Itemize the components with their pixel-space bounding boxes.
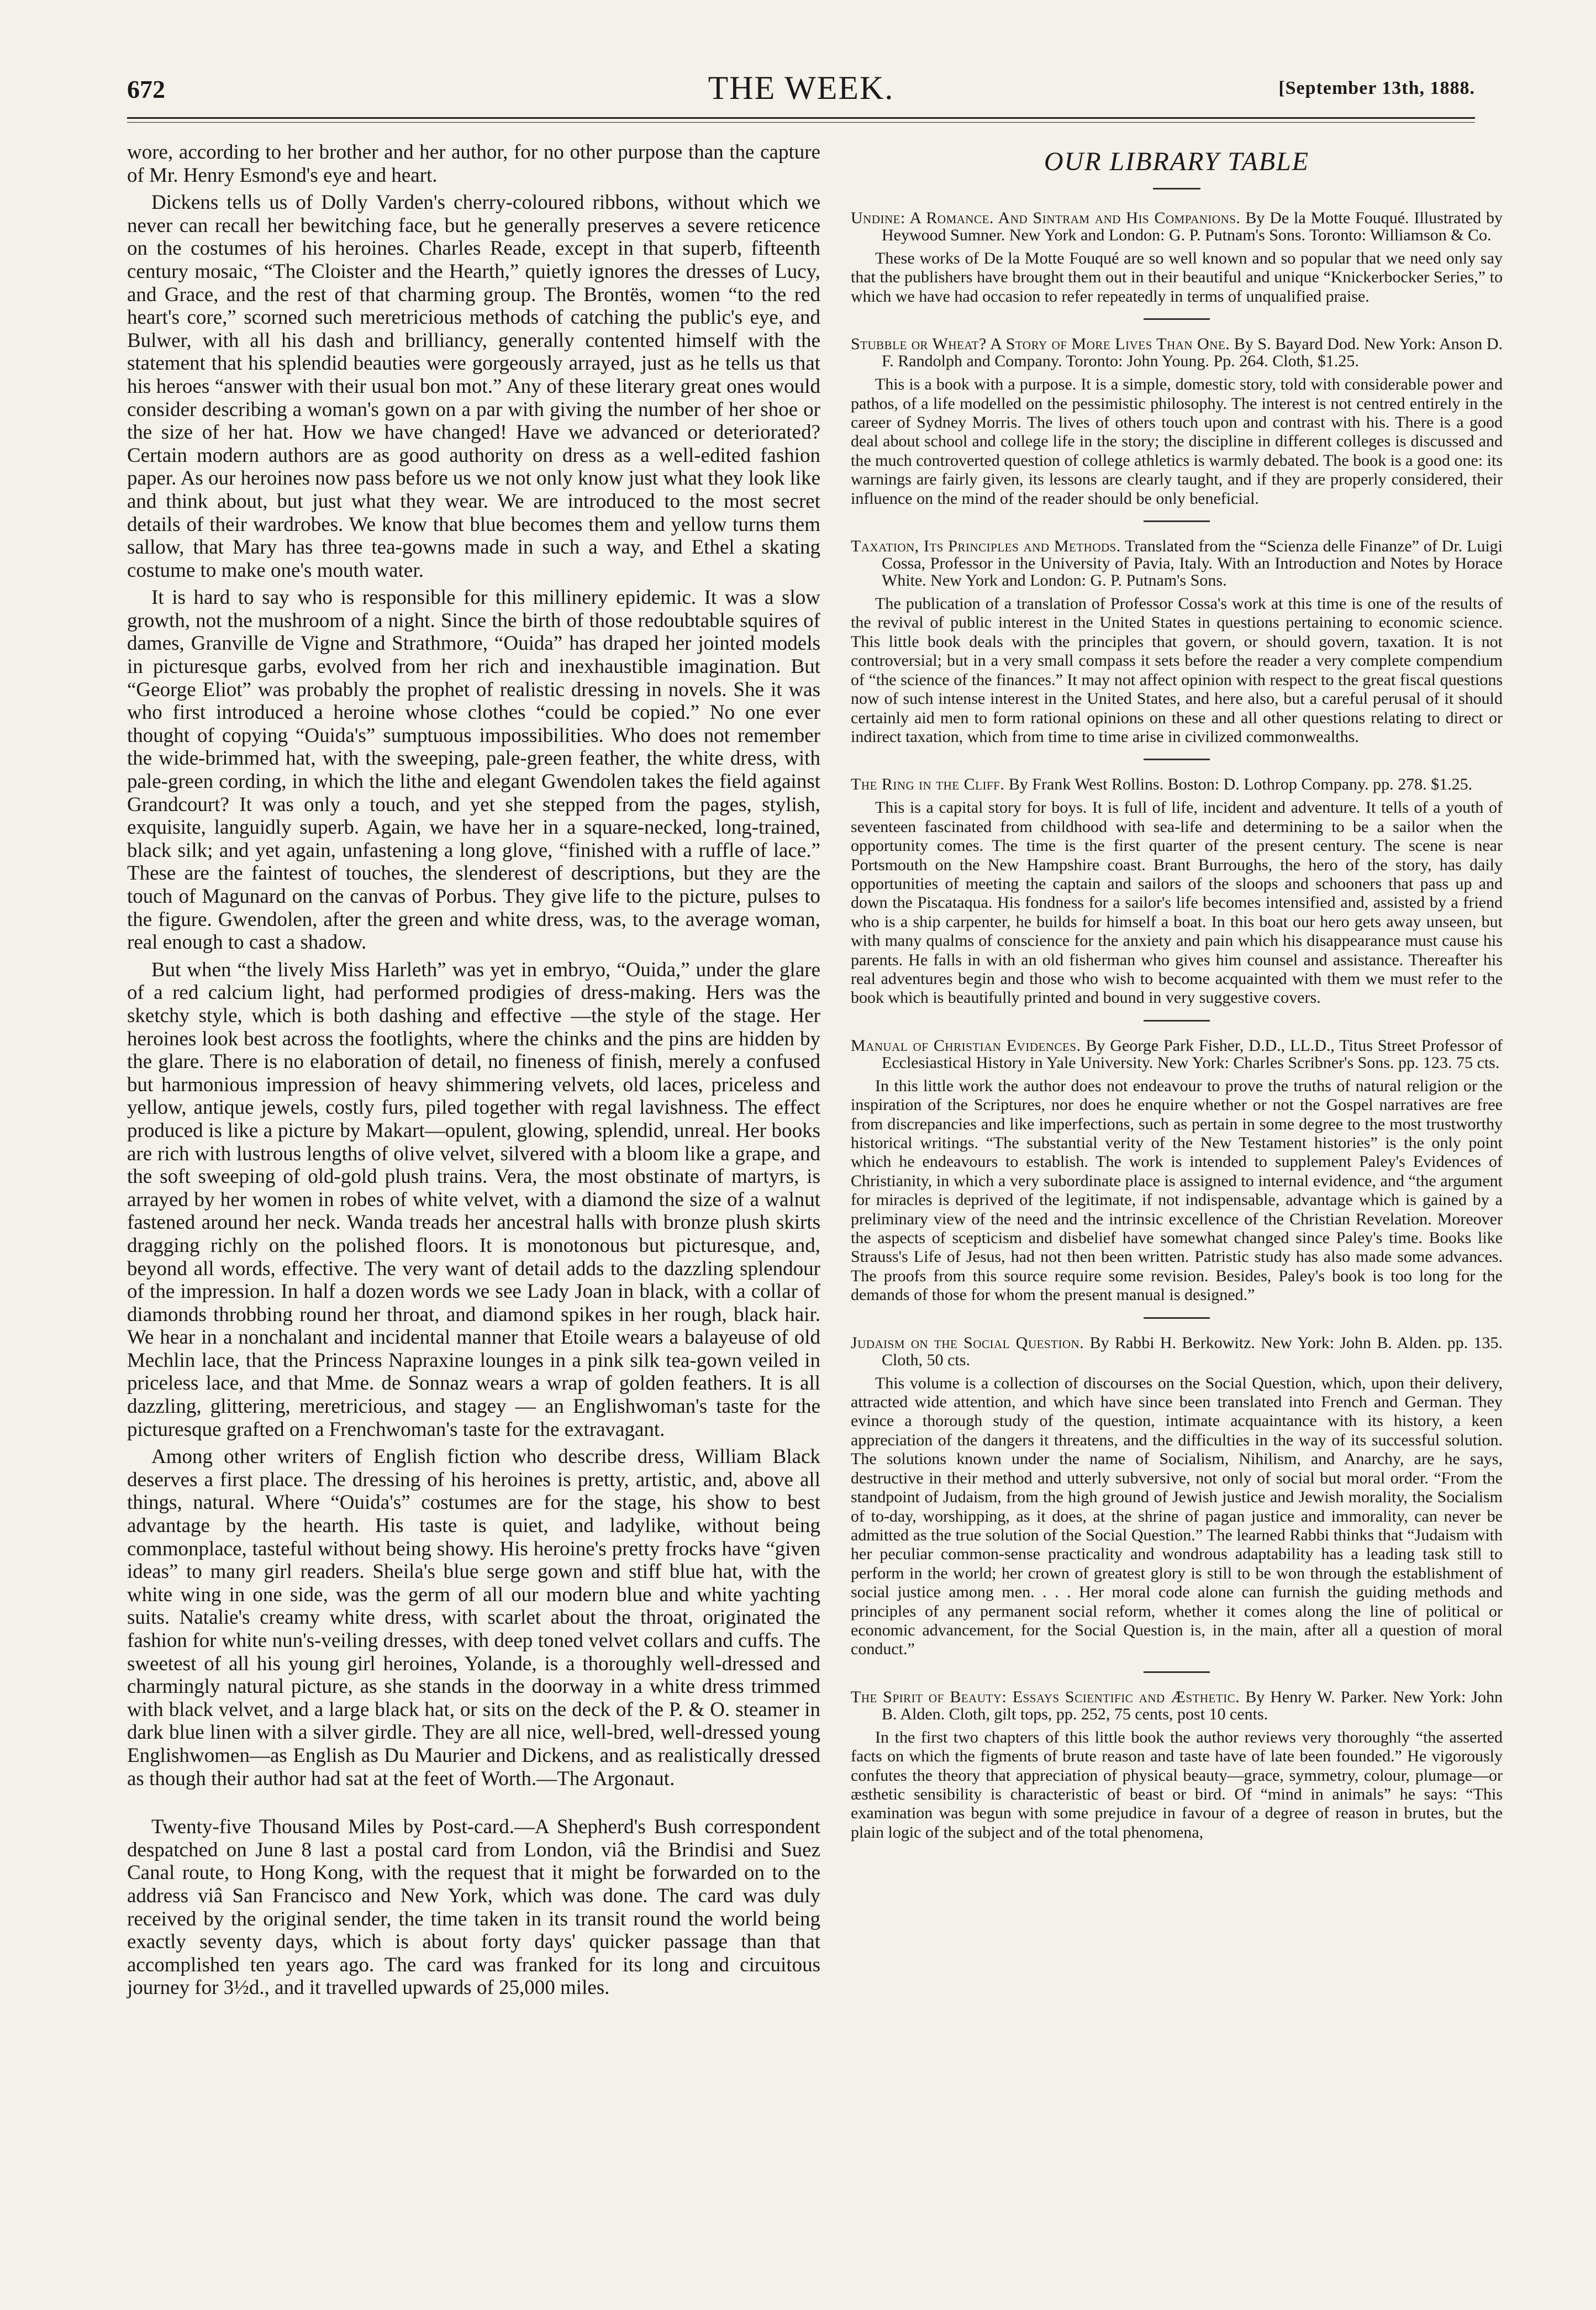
article-paragraph: wore, according to her brother and her author, for no other purpose than the capture of Mr. Henry Esmond's eye and heart. [127,141,820,187]
review-text: The publication of a translation of Professor Cossa's work at this time is one of the results of the revival of public interest in the United States in questions pertaining to economic science. This little book deals with the principles that govern, or should govern, taxation. It is not controversial; but in a very small compass it sets before the reader a very complete compendium of “the science of the finances.” It may not affect opinion with respect to the great fiscal questions now of such intense interest in the United States, and here also, but a careful perusal of it should certainly aid men to form rational opinions on these and all other questions relating to direct or indirect taxation, which from time to time arise in civilized commonwealths. [851,594,1503,746]
review-details: By Frank West Rollins. Boston: D. Lothrop Company. pp. 278. $1.25. [1008,775,1473,794]
review-book-title: Judaism on the Social Question. [851,1333,1084,1352]
review-entry [851,209,1503,320]
review-text: In the first two chapters of this little book the author reviews very thoroughly “the asserted facts on which the figments of brute reason and taste have of late been founded.” He vigorously confutes the theory that appreciation of physical beauty—grace, symmetry, colour, plumage—or æsthetic sensibility is characteristic of beast or bird. Of “mind in animals” he says: “This examination was begun with some prejudice in favour of a degree of reason in brutes, but the plain logic of the subject and of the total phenomena, [851,1728,1503,1841]
review-book-title: The Spirit of Beauty: Essays Scientific and Æsthetic. [851,1687,1240,1706]
review-heading [851,335,1503,370]
review-entry [851,335,1503,522]
review-entry [851,776,1503,1021]
review-details: By S. Bayard Dod. New York: Anson D. F. Randolph and Company. Toronto: John Young. Pp. 264. Cloth, $1.25. [882,335,1503,371]
header-rule [127,117,1475,119]
review-separator [1144,759,1210,760]
news-note-paragraph: Twenty-five Thousand Miles by Post-card.—A Shepherd's Bush correspondent despatched on June 8 last a postal card from London, viâ the Brindisi and Suez Canal route, to Hong Kong, with the request that it might be forwarded on to the address viâ San Francisco and New York, which was done. The card was duly received by the original sender, the time taken in its transit round the world being exactly seventy days, which is about forty days' quicker passage than that accomplished ten years ago. The card was franked for its long and circuitous journey for 3½d., and it travelled upwards of 25,000 miles. [127,1816,820,1999]
review-separator [1144,1671,1210,1673]
review-entry [851,1037,1503,1319]
section-rule [1153,188,1200,190]
review-separator [1144,520,1210,522]
review-book-title: Taxation, Its Principles and Methods. [851,537,1121,556]
header-rule-thin [127,122,1475,123]
review-heading [851,1688,1503,1723]
section-title: OUR LIBRARY TABLE [1044,147,1310,176]
article-paragraph: But when “the lively Miss Harleth” was yet in embryo, “Ouida,” under the glare of a red calcium light, had performed prodigies of dress-making. Hers was the sketchy style, which is both dashing and effective —the style of the stage. Her heroines look best across the footlights, where the chinks and the pins are hidden by the glare. There is no elaboration of detail, no fineness of finish, merely a confused but harmonious impression of heavy shimmering velvets, old laces, priceless and yellow, antique jewels, costly furs, piled together with regal lavishness. The effect produced is like a picture by Makart—opulent, glowing, splendid, unreal. Her books are rich with lustrous lengths of olive velvet, silvered with a bloom like a grape, and the soft sweeping of old-gold plush trains. Vera, the most obstinate of martyrs, is arrayed by her women in robes of white velvet, with a diamond the size of a walnut fastened around her neck. Wanda treads her ancestral halls with bronze plush skirts dragging richly on the polished floors. It is monotonous but picturesque, and, beyond all words, effective. The very want of detail adds to the dazzling splendour of the impression. In half a dozen words we see Lady Joan in black, with a collar of diamonds throbbing round her throat, and diamond spikes in her rough, black hair. We hear in a nonchalant and incidental manner that Etoile wears a balayeuse of old Mechlin lace, that the Princess Napraxine lounges in a pink silk tea-gown veiled in priceless lace, and that Mme. de Sonnaz wears a wrap of golden feathers. It is all dazzling, glittering, meretricious, and stagey — an Englishwoman's taste for the picturesque grafted on a Frenchwoman's taste for the extravagant. [127,958,820,1441]
review-book-title: The Ring in the Cliff. [851,775,1005,794]
review-text: This is a book with a purpose. It is a simple, domestic story, told with considerable power and pathos, of a life modelled on the pessimistic philosophy. The interest is not centred entirely in the career of Sydney Morris. The lives of others touch upon and contrast with his. There is a good deal about school and college life in the story; the discipline in different colleges is discussed and the much controverted question of college athletics is warmly debated. The book is a good one: its warnings are fairly given, its lessons are clearly taught, and if they are properly considered, their influence on the mind of the reader should be only beneficial. [851,375,1503,508]
review-entry [851,1688,1503,1842]
review-heading [851,209,1503,244]
publication-title: THE WEEK. [708,70,894,106]
review-separator [1144,1020,1210,1022]
right-column [851,141,1503,1842]
review-separator [1144,318,1210,320]
review-heading [851,1334,1503,1369]
left-column [127,141,820,2004]
masthead [127,69,1475,113]
review-book-title: Manual of Christian Evidences. [851,1036,1081,1055]
page-number: 672 [127,75,165,103]
issue-date: [September 13th, 1888. [1278,78,1475,98]
review-text: This is a capital story for boys. It is full of life, incident and adventure. It tells of a youth of seventeen fascinated from childhood with sea-life and determining to be a sailor when the opportunity comes. The time is the first quarter of the present century. The scene is near Portsmouth on the New Hampshire coast. Brant Burroughs, the hero of the story, has daily opportunities of meeting the captain and sailors of the sloops and schooners that pass up and down the Piscataqua. His fondness for a sailor's life becomes intensified and, assisted by a friend who is a ship carpenter, he builds for himself a boat. In this boat our hero gets away unseen, but with many qualms of conscience for the anxiety and pain which his disappearance must cause his parents. He falls in with an old fisherman who gives him counsel and assistance. Thereafter his real adventures begin and those who wish to become acquainted with them we must refer to the book which is beautifully printed and bound in very suggestive covers. [851,798,1503,1007]
review-text: This volume is a collection of discourses on the Social Question, which, upon their delivery, attracted wide attention, and which have since been translated into French and German. They evince a thorough study of the question, intimate acquaintance with its history, a keen appreciation of the dangers it threatens, and the difficulties in the way of its successful solution. The solutions known under the name of Socialism, Nihilism, and Anarchy, are he says, destructive in their method and utterly subversive, not only of social but moral order. “From the standpoint of Judaism, from the high ground of Jewish justice and Jewish morality, the Socialism of to-day, worshipping, as it does, at the shrine of pagan justice and immorality, can never be admitted as the true solution of the Social Question.” The learned Rabbi thinks that “Judaism with her peculiar common-sense practicality and wondrous adaptability has a leading task still to perform in the world; her crown of greatest glory is still to be won through the establishment of social justice among men. . . . Her moral code alone can furnish the guiding methods and principles of any permanent social reform, whether it comes along the line of political or economic advancement, for the Social Question is, in the main, after all a question of moral conduct.” [851,1374,1503,1659]
review-text: These works of De la Motte Fouqué are so well known and so popular that we need only say that the publishers have brought them out in their beautiful and unique “Knickerbocker Series,” to which we have had occasion to refer repeatedly in terms of unqualified praise. [851,249,1503,306]
review-entry [851,538,1503,760]
article-paragraph: It is hard to say who is responsible for this millinery epidemic. It was a slow growth, not the mushroom of a night. Since the birth of those redoubtable squires of dames, Granville de Vigne and Strathmore, “Ouida” has draped her jointed models in picturesque garbs, evolved from her rich and inexhaustible imagination. But “George Eliot” was probably the prophet of realistic dressing in novels. She it was who first introduced a heroine whose clothes “could be copied.” No one ever thought of copying “Ouida's” sumptuous impossibilities. Who does not remember the wide-brimmed hat, with the sweeping, pale-green feather, the white dress, with pale-green cording, in which the lithe and elegant Gwendolen takes the field against Grandcourt? It was only a touch, and yet she stepped from the pages, stylish, exquisite, languidly superb. Again, we have her in a square-necked, long-trained, black silk; and yet again, unfastening a long glove, “finished with a ruffle of lace.” These are the faintest of touches, the slenderest of descriptions, but they are the touch of Magunard on the canvas of Porbus. They give life to the picture, pulses to the figure. Gwendolen, after the green and white dress, was, to the average woman, real enough to cast a shadow. [127,586,820,954]
review-details: By De la Motte Fouqué. Illustrated by Heywood Sumner. New York and London: G. P. Putnam's Sons. Toronto: Williamson & Co. [882,209,1503,244]
review-details: By Henry W. Parker. New York: John B. Alden. Cloth, gilt tops, pp. 252, 75 cents, post 10 cents. [882,1687,1503,1723]
article-paragraph: Among other writers of English fiction who describe dress, William Black deserves a first place. The dressing of his heroines is pretty, artistic, and, above all things, natural. Where “Ouida's” costumes are for the stage, his show to best advantage by the hearth. His taste is quiet, and ladylike, without being commonplace, tasteful without being showy. His heroine's pretty frocks have “given ideas” to many girl readers. Sheila's blue serge gown and stiff blue hat, with the white wing in one side, was the germ of all our modern blue and white yachting suits. Natalie's creamy white dress, with scarlet about the throat, originated the fashion for white nun's-veiling dresses, with deep toned velvet collars and cuffs. The sweetest of all his young girl heroines, Yolande, is a thoroughly well-dressed and charmingly natural picture, as she stands in the doorway in a white dress trimmed with black velvet, and a large black hat, or sits on the deck of the P. & O. steamer in dark blue linen with a silver girdle. They are all nice, well-bred, well-dressed young Englishwomen—as English as Du Maurier and Dickens, and as realistically dressed as though their author had sat at the feet of Worth.—The Argonaut. [127,1445,820,1790]
review-details: By George Park Fisher, D.D., LL.D., Titus Street Professor of Ecclesiastical History in Yale University. New York: Charles Scribner's Sons. pp. 123. 75 cts. [882,1036,1503,1072]
review-entry [851,1334,1503,1673]
review-text: In this little work the author does not endeavour to prove the truths of natural religion or the inspiration of the Scriptures, nor does he enquire whether or not the Gospel narratives are free from discrepancies and like imperfections, such as pertain in some degree to the most trustworthy historical writings. “The substantial verity of the New Testament histories” is the only point which he endeavours to establish. The work is intended to supplement Paley's Evidences of Christianity, in which a very subordinate place is assigned to internal evidence, and “the argument for miracles is deprived of the legitimate, if not indispensable, advantage which is gained by a preliminary view of the need and the intrinsic excellence of the Christian Revelation. Moreover the aspects of scepticism and disbelief have somewhat changed since Paley's time. Books like Strauss's Life of Jesus, had not then been written. Patristic study has also made some advances. The proofs from this source require some revision. Besides, Paley's book is too long for the demands of those for whom the present manual is designed.” [851,1076,1503,1304]
review-book-title: Stubble or Wheat? A Story of More Lives Than One. [851,335,1230,354]
article-paragraph: Dickens tells us of Dolly Varden's cherry-coloured ribbons, without which we never can recall her bewitching face, but he generally preserves a severe reticence on the costumes of his heroines. Charles Reade, except in that superb, fifteenth century mosaic, “The Cloister and the Hearth,” quietly ignores the dresses of Lucy, and Grace, and the rest of that charming group. The Brontës, women “to the red heart's core,” scorned such meretricious methods of catching the public's eye, and Bulwer, with all his dash and brilliancy, generally contented himself with the statement that his splendid beauties were gorgeously arrayed, just as he tells us that his heroes “answer with their usual bon mot.” Any of these literary great ones would consider describing a woman's gown on a par with giving the number of her shoe or the size of her hat. How we have changed! Have we advanced or deteriorated? Certain modern authors are as good authority on dress as a well-edited fashion paper. As our heroines now pass before us we not only know just what they look like and think about, but just what they wear. We are introduced to the most secret details of their wardrobes. We know that blue becomes them and yellow turns them sallow, that Mary has three tea-gowns made in such a way, and Ethel a skating costume to make one's mouth water. [127,191,820,582]
review-separator [1144,1317,1210,1319]
review-details: Translated from the “Scienza delle Finanze” of Dr. Luigi Cossa, Professor in the University of Pavia, Italy. With an Introduction and Notes by Horace White. New York and London: G. P. Putnam's Sons. [882,537,1503,590]
review-book-title: Undine: A Romance. And Sintram and His Companions. [851,209,1241,227]
review-details: By Rabbi H. Berkowitz. New York: John B. Alden. pp. 135. Cloth, 50 cts. [882,1333,1503,1369]
review-heading [851,538,1503,589]
review-heading [851,1037,1503,1071]
review-heading [851,776,1503,793]
